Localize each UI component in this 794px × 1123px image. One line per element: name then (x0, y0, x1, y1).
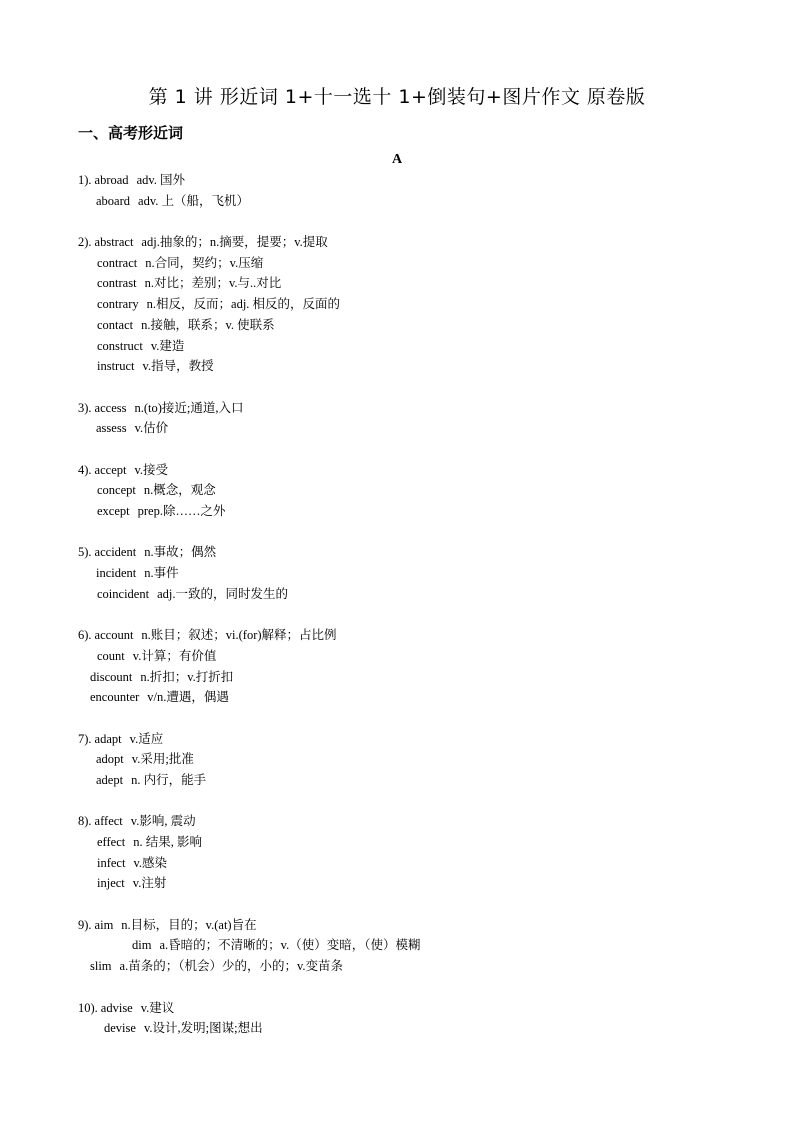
entry-number: 4). (78, 462, 92, 477)
entry-word: coincident (97, 586, 150, 601)
word-entry (0, 749, 794, 770)
entry-definition: n.事件 (144, 566, 179, 581)
word-entry (0, 625, 794, 646)
word-entry (0, 832, 794, 853)
entry-definition: v.采用;批准 (131, 752, 194, 767)
entry-definition: n. 结果, 影响 (133, 835, 202, 849)
section-heading: 一、高考形近词 (78, 124, 184, 142)
entry-word: contrast (97, 276, 137, 291)
entry-definition: n.事故；偶然 (144, 545, 217, 560)
entry-definition: a.苗条的；（机会）少的，小的；v.变苗条 (119, 959, 344, 974)
entry-definition: prep.除……之外 (137, 504, 226, 518)
word-entry (0, 294, 794, 315)
word-entry (0, 873, 794, 894)
entry-definition: adj.一致的，同时发生的 (157, 586, 288, 601)
word-entry (0, 646, 794, 667)
entry-word: assess (96, 421, 127, 436)
entry-word: aboard (96, 193, 131, 208)
entry-word: affect (94, 814, 123, 829)
word-entry (0, 253, 794, 274)
entry-word: count (97, 648, 125, 663)
entry-number: 1). (78, 173, 92, 187)
word-entry (0, 501, 794, 522)
word-entry (0, 729, 794, 750)
word-entry (0, 584, 794, 605)
word-entry (0, 232, 794, 253)
word-entry (0, 273, 794, 294)
entry-word: adopt (96, 752, 124, 767)
entry-word: incident (96, 566, 137, 581)
entry-definition: n.折扣；v.打折扣 (140, 669, 234, 684)
entry-definition: n.概念，观念 (143, 483, 216, 498)
word-entry (0, 667, 794, 688)
entry-word: adapt (94, 731, 122, 746)
entry-definition: n.对比；差别；v.与..对比 (144, 276, 282, 291)
entry-definition: adj.抽象的；n.摘要，提要；v.提取 (141, 235, 328, 250)
word-group (0, 998, 794, 1039)
entry-definition: adv. 国外 (136, 173, 186, 187)
word-entry (0, 170, 794, 191)
word-entry (0, 998, 794, 1019)
word-entry (0, 687, 794, 708)
entry-definition: n.合同，契约；v.压缩 (145, 255, 264, 270)
entry-word: access (94, 400, 127, 415)
entry-word: instruct (97, 359, 135, 374)
entry-word: adept (96, 772, 124, 787)
entry-word: dim (132, 938, 152, 953)
word-group (0, 170, 794, 211)
entry-word: discount (90, 669, 133, 684)
word-group (0, 625, 794, 708)
word-entry (0, 480, 794, 501)
entry-definition: v.指导，教授 (142, 359, 214, 374)
word-entry (0, 418, 794, 439)
word-group (0, 542, 794, 604)
word-entry (0, 191, 794, 212)
entry-word: devise (104, 1021, 136, 1036)
entry-definition: v.感染 (133, 855, 168, 870)
word-entry (0, 336, 794, 357)
entry-definition: adv. 上（船，飞机） (138, 193, 250, 208)
entry-word: concept (97, 483, 136, 498)
entry-word: abroad (94, 173, 129, 187)
word-entry (0, 915, 794, 936)
word-group (0, 398, 794, 439)
entry-word: infect (97, 855, 126, 870)
word-entry (0, 853, 794, 874)
entry-number: 9). (78, 917, 92, 932)
page-title: 第 1 讲 形近词 1+十一选十 1+倒装句+图片作文 原卷版 (148, 86, 646, 108)
word-entry (0, 398, 794, 419)
entry-definition: v.影响, 震动 (130, 814, 196, 829)
entry-definition: v.建造 (150, 338, 185, 353)
entry-definition: v.计算；有价值 (132, 648, 217, 663)
entry-word: contract (97, 255, 138, 270)
word-group (0, 915, 794, 977)
entry-word: effect (97, 835, 126, 849)
word-entry (0, 315, 794, 336)
entry-definition: v.注射 (132, 876, 167, 891)
entry-word: except (97, 504, 130, 518)
entry-number: 5). (78, 545, 92, 560)
word-group (0, 811, 794, 894)
entry-word: abstract (94, 235, 134, 250)
entry-word: aim (94, 917, 114, 932)
entry-definition: v.估价 (134, 421, 169, 436)
entry-number: 7). (78, 731, 92, 746)
word-entry (0, 356, 794, 377)
word-entry (0, 956, 794, 977)
word-entry (0, 542, 794, 563)
entry-word: encounter (90, 690, 140, 705)
entry-word: contact (97, 317, 134, 332)
entry-definition: v.建议 (140, 1000, 175, 1015)
entry-number: 8). (78, 814, 92, 829)
entry-definition: v.适应 (129, 731, 164, 746)
entry-definition: a.昏暗的；不清晰的；v.（使）变暗，（使）模糊 (159, 938, 421, 953)
entry-number: 6). (78, 628, 92, 643)
entry-definition: n.接触，联系；v. 使联系 (141, 317, 275, 332)
word-list (0, 170, 794, 1060)
word-entry (0, 1018, 794, 1039)
entry-definition: v/n.遭遇，偶遇 (147, 690, 229, 705)
entry-word: advise (100, 1000, 133, 1015)
entry-definition: v.接受 (134, 462, 169, 477)
word-group (0, 460, 794, 522)
entry-word: construct (97, 338, 143, 353)
entry-word: accident (94, 545, 137, 560)
word-group (0, 232, 794, 377)
entry-definition: v.设计,发明;图谋;想出 (143, 1021, 263, 1036)
entry-definition: n.账目；叙述；vi.(for)解释；占比例 (141, 628, 337, 643)
entry-definition: n. 内行，能手 (131, 772, 207, 787)
entry-definition: n.相反，反而；adj. 相反的，反面的 (146, 297, 341, 312)
entry-definition: n.目标，目的；v.(at)旨在 (121, 917, 257, 932)
entry-number: 2). (78, 235, 92, 250)
entry-word: inject (97, 876, 125, 891)
word-entry (0, 770, 794, 791)
entry-definition: n.(to)接近;通道,入口 (134, 400, 244, 415)
entry-word: contrary (97, 297, 139, 312)
word-entry (0, 563, 794, 584)
letter-heading: A (391, 152, 403, 167)
entry-word: accept (94, 462, 127, 477)
word-entry (0, 811, 794, 832)
entry-word: slim (90, 959, 112, 974)
entry-number: 3). (78, 400, 92, 415)
entry-word: account (94, 628, 134, 643)
word-entry (0, 460, 794, 481)
word-entry (0, 935, 794, 956)
word-group (0, 729, 794, 791)
entry-number: 10). (78, 1000, 98, 1015)
